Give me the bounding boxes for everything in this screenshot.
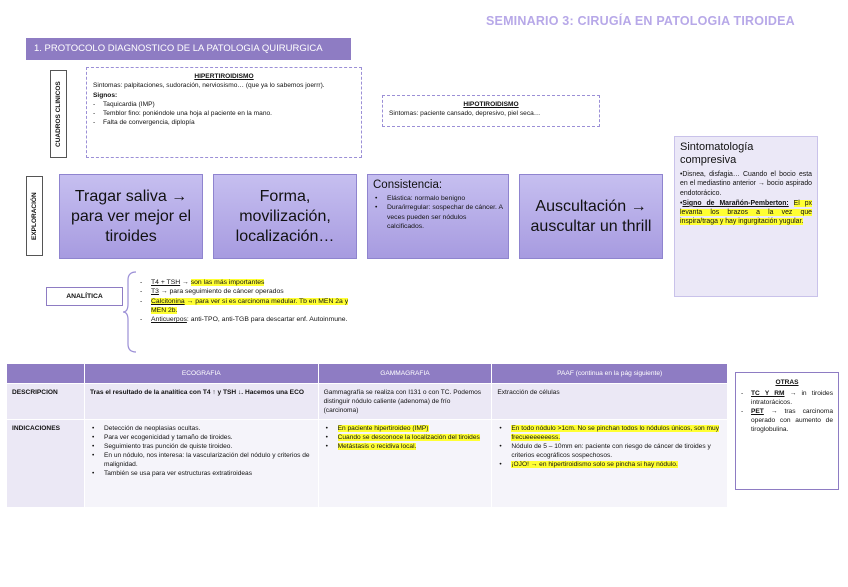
signo-item: - Taquicardia (IMP) [93,100,355,109]
analitica-text: anti-TPO, anti-TGB para descartar enf. Autoinmune. [190,316,348,324]
analitica-item: - Calcitonina → para ver si es carcinoma medular. Tb en MEN 2a y MEN 2b. [140,297,349,314]
consistencia-box [367,174,509,259]
list-item: • Metástasis o recidiva local. [324,442,487,451]
analitica-label: ANALÍTICA [46,287,123,306]
signo-maranon [680,199,812,227]
analitica-text: para seguimiento de cáncer operados [169,288,284,296]
auscultacion-box: Auscultación → auscultar un thrill [519,174,663,259]
hipertiroidismo-sintomas: Sintomas: palpitaciones, sudoración, nerviosismo… (que ya lo sabemos joerrr). [93,82,325,90]
hipotiroidismo-title: HIPOTIROIDISMO [463,101,519,108]
compresiva-item [680,170,812,198]
analitica-key: Anticuerpos [151,316,187,324]
tragar-saliva-box: Tragar saliva → para ver mejor el tiroides [59,174,203,259]
list-item: • En un nódulo, nos interesa: la vascularización del nódulo y criterios de malignidad. [90,451,313,469]
consistencia-item: • Elástica: normalo benigno [373,194,503,203]
hipertiroidismo-signos-list [93,100,355,128]
exploracion-label-box [26,176,43,256]
table-row [7,420,728,508]
row-label-descripcion: DESCRIPCION [7,384,85,420]
descripcion-paaf: Extracción de células [492,384,728,420]
list-item: • Para ver ecogenicidad y tamaño de tiroides. [90,433,313,442]
consistencia-title: Consistencia: [373,179,443,191]
hipertiroidismo-box [86,67,362,158]
analitica-text: para ver si es carcinoma medular. Tb en MEN 2a y MEN 2b. [151,297,349,314]
brace-icon [122,270,138,354]
consistencia-item: • Dura/irregular: sospechar de cáncer. A veces pueden ser nódulos calcificados. [373,203,503,231]
descripcion-gamma: Gammagrafía se realiza con I131 o con TC. Podemos distinguir nódulo caliente (adenoma) de frío (carcinoma) [318,384,492,420]
otras-box [735,372,839,490]
cuadros-clinicos-label: CUADROS CLINICOS [55,81,62,147]
table-header-empty [7,364,85,384]
protocol-header: 1. PROTOCOLO DIAGNOSTICO DE LA PATOLOGIA QUIRURGICA [26,38,351,60]
row-label-indicaciones: INDICACIONES [7,420,85,508]
otras-item: - PET → tras carcinoma operado con aumento de tiroglobulina. [741,407,833,434]
table-row [7,384,728,420]
exploracion-label: EXPLORACIÓN [31,192,38,240]
hipertiroidismo-signos-label: Signos: [93,91,118,99]
descripcion-eco: Tras el resultado de la analítica con T4 ↑ y TSH ↓. Hacemos una ECO [84,384,318,420]
list-item: • Detección de neoplasias ocultas. [90,424,313,433]
list-item: • Cuando se desconoce la localización del tiroides [324,433,487,442]
signo-maranon-label: Signo de Marañón-Pemberton: [682,199,789,207]
consistencia-list [373,194,503,231]
indicaciones-eco [84,420,318,508]
signo-maranon-text: El px levanta los brazos a la vez que inspira/traga y hay ingurgitación yugular. [680,199,812,226]
analitica-text: son las más importantes [190,279,265,286]
hipertiroidismo-title: HIPERTIROIDISMO [194,73,254,80]
table-header-paaf: PAAF (continua en la pág siguiente) [492,364,728,384]
otras-item: - TC Y RM → in tiroides intratorácicos. [741,389,833,407]
analitica-item: - Anticuerpos: anti-TPO, anti-TGB para descartar enf. Autoinmune. [140,316,348,324]
signo-item: - Temblor fino: poniéndole una hoja al paciente en la mano. [93,109,355,118]
list-item: • Nódulo de 5 – 10mm en: paciente con riesgo de cáncer de tiroides y criterios ecográficos sospechosos. [497,442,722,460]
hipotiroidismo-box [382,95,600,127]
list-item: • ¡OJO! → en hipertiroidismo solo se pincha si hay nódulo. [497,460,722,469]
cuadros-clinicos-label-box [50,70,67,158]
otras-list [741,389,833,434]
list-item: • También se usa para ver estructuras extratiroideas [90,469,313,478]
diagnostic-table [6,363,728,508]
forma-box: Forma, movilización, localización… [213,174,357,259]
table-header-ecografia: ECOGRAFIA [84,364,318,384]
compresiva-title: Sintomatología compresiva [680,141,754,166]
signo-item: - Falta de convergencia, diplopía [93,118,355,127]
analitica-list [140,278,360,324]
otras-title: OTRAS [775,379,799,386]
analitica-key: T3 [151,288,159,296]
compresiva-box [674,136,818,297]
compresiva-item-text: Disnea, disfagia… Cuando el bocio esta en el mediastino anterior → bocio aspirado endotorácico. [680,171,812,197]
table-header-gammagrafia: GAMMAGRAFIA [318,364,492,384]
page-title: SEMINARIO 3: CIRUGÍA EN PATOLOGIA TIROIDEA [486,14,795,28]
analitica-key: Calcitonina [151,297,185,305]
indicaciones-gamma [318,420,492,508]
list-item: • En todo nódulo >1cm. No se pinchan todos lo nódulos únicos, son muy frecueeeeeeess. [497,424,722,442]
list-item: • Seguimiento tras punción de quiste tiroideo. [90,442,313,451]
list-item: • En paciente hipertiroideo (IMP) [324,424,487,433]
indicaciones-paaf [492,420,728,508]
bullet-icon: • [680,171,683,178]
hipotiroidismo-sintomas: Sintomas: paciente cansado, depresivo, piel seca… [389,110,541,118]
analitica-item: - T3 → para seguimiento de cáncer operados [140,288,284,296]
analitica-item: - T4 + TSH → son las más importantes [140,279,265,286]
analitica-key: T4 + TSH [151,279,181,286]
bullet-icon: • [680,199,683,207]
